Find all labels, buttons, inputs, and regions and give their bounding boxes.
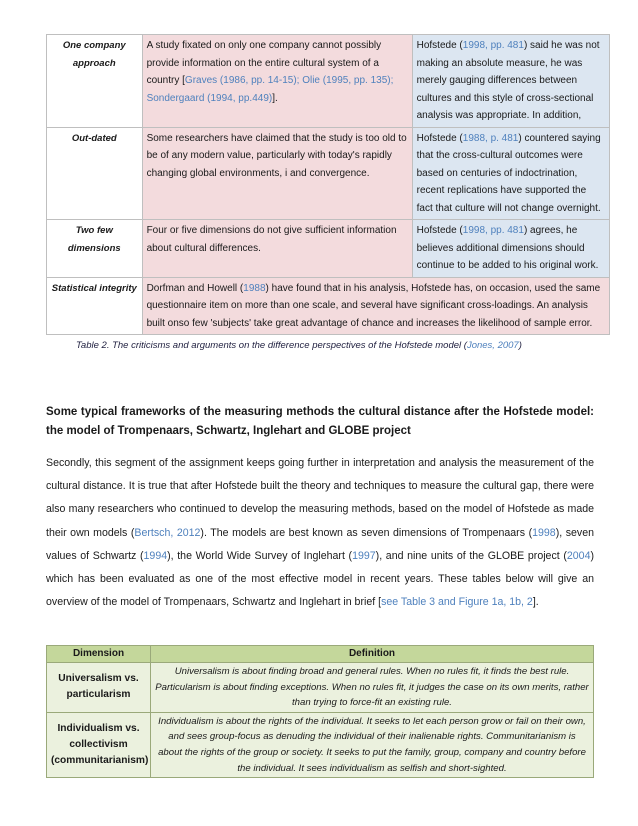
citation-link[interactable]: 1997 [352, 549, 376, 562]
body-paragraph: Secondly, this segment of the assignment keeps going further in interpretation and analysis the measurement of the cultural distance. It is true that after Hofstede built the theory and techniques to measure the cultural gap, there were also many researchers who continued to develop the measuring methods, based on the model of Hofstede as made their own models (Bertsch, 2012). The models are best known as seven dimensions of Trompenaars (1998), seven values of Schwartz (1994), the World Wide Survey of Inglehart (1997), and nine units of the GLOBE project (2004) which has been evaluated as one of the most effective model in recent years. These tables below will give an overview of the model of Trompenaars, Schwartz and Inglehart in brief [see Table 3 and Figure 1a, 1b, 2]. [46, 457, 594, 609]
citation-link[interactable]: Jones, 2007 [466, 340, 519, 351]
argument-cell: Four or five dimensions do not give sufficient information about cultural differences. [142, 220, 412, 278]
citation-link[interactable]: 1988, p. 481 [462, 132, 519, 144]
response-cell: Hofstede (1988, p. 481) countered saying that the cross-cultural outcomes were based on centuries of indoctrination, recent replications have supported the fact that culture will not change overnight. [412, 127, 609, 220]
criticism-label: One company approach [47, 35, 143, 128]
citation-link[interactable]: see Table 3 and Figure 1a, 1b, 2 [381, 596, 533, 609]
argument-cell: A study fixated on only one company cannot possibly provide information on the entire cultural system of a country [Graves (1986, pp. 14-15); Olie (1995, pp. 135); Sondergaard (1994, pp.449)]. [142, 35, 412, 128]
table-row [47, 663, 594, 713]
citation-link[interactable]: Bertsch, 2012 [134, 526, 201, 539]
argument-cell: Dorfman and Howell (1988) have found that in his analysis, Hofstede has, on occasion, used the same questionnaire item on more than one scale, and several have significant cross-loadings. An analysis built onso few 'subjects' take great advantage of chance and increases the likelihood of sample error. [142, 277, 609, 335]
table-row [47, 277, 610, 335]
criticism-label: Two few dimensions [47, 220, 143, 278]
criticism-label: Out-dated [47, 127, 143, 220]
table-header-row [47, 646, 594, 663]
citation-link[interactable]: Graves (1986, pp. 14-15); Olie (1995, pp. 135); Sondergaard (1994, pp.449) [146, 75, 394, 104]
definition-cell: Individualism is about the rights of the individual. It seeks to let each person grow or fail on their own, and sees group-focus as denuding the individual of their inalienable rights. Communitarianism is about the rights of the group or society. It seeks to put the family, group, company and country before the individual. It sees individualism as selfish and short-sighted. [151, 712, 594, 777]
dimension-table [46, 645, 594, 778]
dimension-label: Universalism vs. particularism [47, 663, 151, 713]
section-heading: Some typical frameworks of the measuring methods the cultural distance after the Hofstede model: the model of Trompenaars, Schwartz, Inglehart and GLOBE project [46, 406, 594, 437]
argument-cell: Some researchers have claimed that the study is too old to be of any modern value, particularly with today's rapidly changing global environments, i and convergence. [142, 127, 412, 220]
citation-link[interactable]: 1998 [532, 526, 556, 539]
criticism-label: Statistical integrity [47, 277, 143, 335]
table-row [47, 35, 610, 128]
citation-link[interactable]: 1994 [143, 549, 168, 562]
response-cell: Hofstede (1998, pp. 481) agrees, he believes additional dimensions should continue to be added to his original work. [412, 220, 609, 278]
table-row [47, 127, 610, 220]
table-caption: Table 2. The criticisms and arguments on the difference perspectives of the Hofstede model (Jones, 2007) [76, 340, 522, 351]
table-row [47, 220, 610, 278]
table-row [47, 712, 594, 777]
column-header: Definition [151, 646, 594, 663]
citation-link[interactable]: 2004 [566, 549, 591, 562]
citation-link[interactable]: 1998, pp. 481 [462, 225, 524, 236]
definition-cell: Universalism is about finding broad and general rules. When no rules fit, it finds the best rule. Particularism is about finding exceptions. When no rules fit, it judges the case on its own merits, rather than trying to force-fit an existing rule. [151, 663, 594, 713]
column-header: Dimension [47, 646, 151, 663]
dimension-label: Individualism vs. collectivism (communitarianism) [47, 712, 151, 777]
citation-link[interactable]: 1988 [243, 282, 266, 294]
citation-link[interactable]: 1998, pp. 481 [462, 40, 524, 51]
response-cell: Hofstede (1998, pp. 481) said he was not making an absolute measure, he was merely gauging differences between cultures and this style of cross-sectional analysis was appropriate. In addition, [412, 35, 609, 128]
criticism-table [46, 34, 610, 335]
